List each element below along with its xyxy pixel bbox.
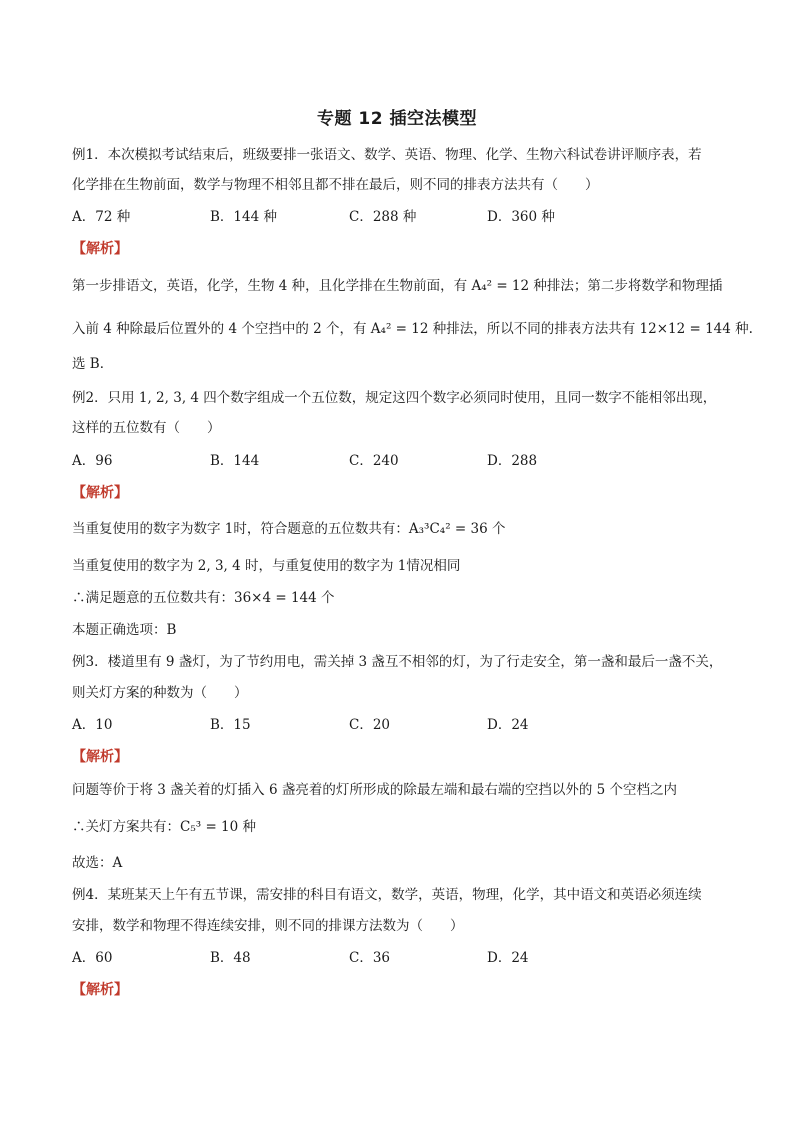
- ex2-solution-line-1: 当重复使用的数字为数字 1时，符合题意的五位数共有：A₃³C₄² = 36 个: [72, 521, 506, 537]
- ex4-question-line-1: 例4．某班某天上午有五节课，需安排的科目有语文，数学，英语，物理，化学，其中语文和英语必须连续: [72, 887, 702, 903]
- ex2-analysis-heading: 【解析】: [72, 485, 128, 501]
- ex1-solution-line-2: 入前 4 种除最后位置外的 4 个空挡中的 2 个，有 A₄² = 12 种排法，所以不同的排表方法共有 12×12 = 144 种.: [72, 321, 753, 337]
- ex4-question-line-2: 安排，数学和物理不得连续安排，则不同的排课方法数为（ ）: [72, 918, 464, 934]
- ex2-solution-line-2: 当重复使用的数字为 2, 3, 4 时，与重复使用的数字为 1情况相同: [72, 558, 461, 574]
- ex2-question-line-1: 例2．只用 1, 2, 3, 4 四个数字组成一个五位数，规定这四个数字必须同时使用，且同一数字不能相邻出现，: [72, 390, 717, 406]
- ex2-option-d: D．288: [487, 453, 538, 469]
- ex1-option-b: B．144 种: [210, 209, 277, 225]
- ex3-option-a: A．10: [72, 717, 113, 733]
- ex2-option-a: A．96: [72, 453, 113, 469]
- ex1-solution-line-1: 第一步排语文，英语，化学，生物 4 种，且化学排在生物前面，有 A₄² = 12 种排法；第二步将数学和物理插: [72, 278, 723, 294]
- ex3-solution-line-3: 故选：A: [72, 855, 123, 871]
- ex2-solution-line-4: 本题正确选项：B: [72, 622, 177, 638]
- ex3-option-d: D．24: [487, 717, 529, 733]
- ex3-question-line-1: 例3．楼道里有 9 盏灯，为了节约用电，需关掉 3 盏互不相邻的灯，为了行走安全，第一盏和最后一盏不关，: [72, 654, 723, 670]
- ex4-option-d: D．24: [487, 950, 529, 966]
- ex2-solution-line-3: ∴满足题意的五位数共有：36×4 = 144 个: [72, 590, 335, 606]
- page-title: 专题 12 插空法模型: [317, 109, 477, 129]
- ex1-question-line-1: 例1．本次模拟考试结束后，班级要排一张语文、数学、英语、物理、化学、生物六科试卷讲评顺序表，若: [72, 147, 702, 163]
- ex3-analysis-heading: 【解析】: [72, 749, 128, 765]
- ex1-solution-line-3: 选 B．: [72, 356, 114, 372]
- ex4-option-c: C．36: [349, 950, 391, 966]
- ex3-option-b: B．15: [210, 717, 251, 733]
- ex2-question-line-2: 这样的五位数有（ ）: [72, 420, 221, 436]
- ex3-question-line-2: 则关灯方案的种数为（ ）: [72, 685, 248, 701]
- ex1-option-a: A．72 种: [72, 209, 131, 225]
- ex4-option-a: A．60: [72, 950, 113, 966]
- ex4-option-b: B．48: [210, 950, 251, 966]
- ex4-analysis-heading: 【解析】: [72, 982, 128, 998]
- ex1-option-d: D．360 种: [487, 209, 555, 225]
- ex2-option-b: B．144: [210, 453, 260, 469]
- ex1-question-line-2: 化学排在生物前面，数学与物理不相邻且都不排在最后，则不同的排表方法共有（ ）: [72, 177, 599, 193]
- ex3-option-c: C．20: [349, 717, 391, 733]
- ex1-option-c: C．288 种: [349, 209, 417, 225]
- ex2-option-c: C．240: [349, 453, 399, 469]
- ex1-analysis-heading: 【解析】: [72, 241, 128, 257]
- ex3-solution-line-2: ∴关灯方案共有：C₅³ = 10 种: [72, 819, 257, 835]
- ex3-solution-line-1: 问题等价于将 3 盏关着的灯插入 6 盏亮着的灯所形成的除最左端和最右端的空挡以外的 5 个空档之内: [72, 782, 678, 798]
